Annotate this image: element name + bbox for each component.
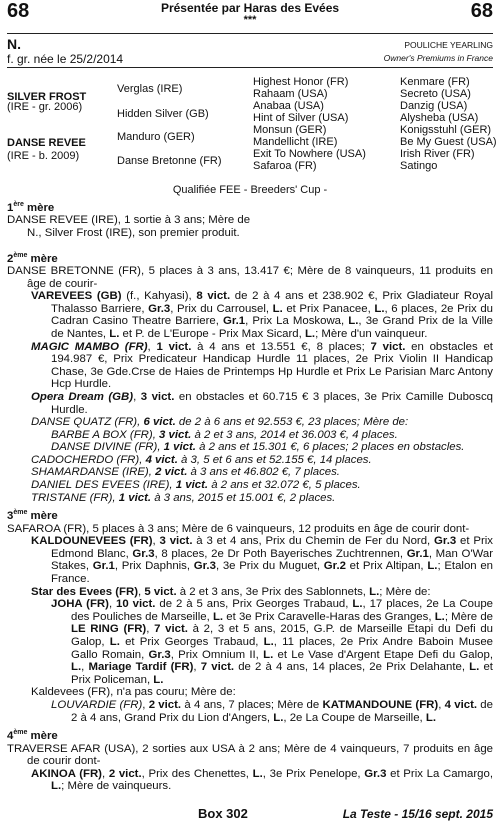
entry-barbe-a-box: BARBE A BOX (FR), 3 vict. à 2 et 3 ans, 2014 et 36.003 €, 4 places.: [51, 428, 398, 441]
entry-magic-mambo: MAGIC MAMBO (FR), 1 vict. à 4 ans et 13.551 €, 8 places; 7 vict. en obstacles et 194.987 €, Prix Predicateur Handicap Hurdle 11 places, 2e Prix Violin II Handicap Chase, 3e Gde.Crse de Haies de Printemps Hp Hurdle et Prix Le Parisian Marc Antony Hcp Hurdle.: [31, 340, 493, 391]
gen4-3: Danzig (USA): [400, 100, 468, 112]
sale-location: La Teste - 15/16 sept. 2015: [342, 807, 493, 821]
entry-kaldevees: Kaldevees (FR), n'a pas couru; Mère de:: [31, 686, 236, 699]
entry-shamardanse: SHAMARDANSE (IRE), 2 vict. à 3 ans et 46.802 €, 7 places.: [31, 466, 340, 479]
gen3-4: Hint of Silver (USA): [253, 112, 349, 124]
gen3-5: Monsun (GER): [253, 124, 327, 136]
horse-birth: f. gr. née le 25/2/2014: [7, 52, 124, 66]
dam-name: DANSE REVEE: [7, 137, 86, 149]
section-heading-4: 4ème mère: [7, 729, 58, 742]
grandsire-3: Manduro (GER): [117, 131, 195, 143]
entry-joha: JOHA (FR), 10 vict. de 2 à 5 ans, Prix Georges Trabaud, L., 17 places, 2e La Coupe des Pouliches de Marseille, L. et 3e Prix Caravelle-Haras des Granges, L.; Mère de LE RING (FR), 7 vict. à 2, 3 et 5 ans, 2015, G.P. de Marseille Etapi du Defi du Galop, L. et Prix Georges Trabaud, L., 11 places, 2e Prix Andre Baboin Musee Gallo Romain, Gr.3, Prix Omnium II, L. et Le Vase d'Argent Etape Defi du Galop, L., Mariage Tardif (FR), 7 vict. de 2 à 4 ans, 14 places, 2e Prix Delahante, L. et Prix Policeman, L.: [51, 598, 493, 686]
gen3-7: Exit To Nowhere (USA): [253, 148, 366, 160]
entry-opera-dream: Opera Dream (GB), 3 vict. en obstacles et 60.715 € 3 places, 3e Prix Camille Duboscq Hurdle.: [31, 390, 493, 416]
entry-star-des-evees: Star des Evees (FR), 5 vict. à 2 et 3 ans, 3e Prix des Sablonnets, L.; Mère de:: [31, 585, 431, 598]
dam-info: (IRE - b. 2009): [7, 150, 80, 162]
m1-line-2: N., Silver Frost (IRE), son premier produit.: [27, 226, 240, 239]
gen4-1: Kenmare (FR): [400, 76, 470, 88]
pedigree-top-rule: [7, 67, 493, 68]
entry-kaldounevees: KALDOUNEVEES (FR), 3 vict. à 3 et 4 ans, Prix du Chemin de Fer du Nord, Gr.3 et Prix Edmond Blanc, Gr.3, 8 places, 2e Dr Poth Bayerisches Zuchtrennen, Gr.1, Man O'War Stakes, Gr.1, Prix Daphnis, Gr.3, 3e Prix du Muguet, Gr.2 et Prix Altipan, L.; Etalon en France.: [31, 535, 493, 586]
m2-intro: DANSE BRETONNE (FR), 5 places à 3 ans, 13.417 €; Mère de 8 vainqueurs, 11 produits en âge de courir-: [7, 264, 493, 290]
horse-name: N.: [7, 36, 21, 52]
gen4-2: Secreto (USA): [400, 88, 471, 100]
grandsire-2: Hidden Silver (GB): [117, 108, 209, 120]
gen4-4: Alysheba (USA): [400, 112, 479, 124]
lot-number-right: 68: [470, 0, 493, 22]
entry-danse-quatz: DANSE QUATZ (FR), 6 vict. de 2 à 6 ans et 92.553 €, 23 places; Mère de:: [31, 416, 409, 429]
owner-premium: Owner's Premiums in France: [383, 53, 493, 63]
gen4-8: Satingo: [400, 160, 438, 172]
m1-line-1: DANSE REVEE (IRE), 1 sortie à 3 ans; Mère de: [7, 214, 251, 227]
section-heading-1: 1ère mère: [7, 201, 55, 214]
section-heading-2: 2ème mère: [7, 251, 58, 265]
gen4-5: Konigsstuhl (GER): [400, 124, 492, 136]
entry-tristane: TRISTANE (FR), 1 vict. à 3 ans, 2015 et 15.001 €, 2 places.: [31, 491, 336, 504]
lot-number-left: 68: [7, 0, 30, 22]
gen4-7: Irish River (FR): [400, 148, 475, 160]
m3-intro: SAFAROA (FR), 5 places à 3 ans; Mère de 6 vainqueurs, 12 produits en âge de courir dont-: [7, 522, 470, 535]
sire-info: (IRE - gr. 2006): [7, 101, 83, 113]
gen3-8: Safaroa (FR): [253, 160, 317, 172]
entry-cadocherdo: CADOCHERDO (FR), 4 vict. à 3, 5 et 6 ans et 52.155 €, 14 places.: [31, 453, 372, 466]
section-heading-3: 3ème mère: [7, 509, 58, 523]
entry-varevees: VAREVEES (GB) (f., Kahyasi), 8 vict. de 2 à 4 ans et 238.902 €, Prix Gladiateur Royal Thalasso Barriere, Gr.3, Prix du Carrousel, L. et Prix Panacee, L., 6 places, 2e Prix du Cadran Casino Theatre Barriere, Gr.1, Prix La Moskowa, L., 3e Grand Prix de la Ville de Nantes, L. et P. de L'Europe - Prix Max Sicard, L.; Mère d'un vainqueur.: [31, 290, 494, 340]
grandsire-1: Verglas (IRE): [117, 83, 183, 95]
header-stars: ***: [243, 14, 257, 26]
m4-intro: TRAVERSE AFAR (USA), 2 sorties aux USA à 2 ans; Mère de 4 vainqueurs, 7 produits en âge de courir dont-: [7, 742, 493, 768]
entry-danse-divine: DANSE DIVINE (FR), 1 vict. à 2 ans et 15.301 €, 6 places; 2 places en obstacles.: [51, 441, 465, 454]
qualification: Qualifiée FEE - Breeders' Cup -: [172, 184, 328, 196]
gen4-6: Be My Guest (USA): [400, 136, 497, 148]
consignor-title: Présentée par Haras des Evées: [160, 1, 340, 15]
entry-louvardie: LOUVARDIE (FR), 2 vict. à 4 ans, 7 places; Mère de KATMANDOUNE (FR), 4 vict. de 2 à 4 ans, Grand Prix du Lion d'Angers, L., 2e La Coupe de Marseille, L.: [51, 698, 493, 724]
grandsire-4: Danse Bretonne (FR): [117, 155, 222, 167]
sire-name: SILVER FROST: [7, 91, 87, 103]
header-rule: [7, 33, 493, 34]
entry-akinoa: AKINOA (FR), 2 vict., Prix des Chenettes, L., 3e Prix Penelope, Gr.3 et Prix La Camargo, L.; Mère de vainqueurs.: [31, 767, 493, 793]
gen3-3: Anabaa (USA): [253, 100, 324, 112]
horse-category: POULICHE YEARLING: [404, 40, 493, 50]
box-number: Box 302: [198, 806, 248, 821]
gen3-2: Rahaam (USA): [253, 88, 328, 100]
produce-record: [7, 196, 493, 793]
entry-daniel-des-evees: DANIEL DES EVEES (IRE), 1 vict. à 2 ans et 32.072 €, 5 places.: [31, 479, 361, 492]
gen3-1: Highest Honor (FR): [253, 76, 349, 88]
gen3-6: Mandellicht (IRE): [253, 136, 338, 148]
